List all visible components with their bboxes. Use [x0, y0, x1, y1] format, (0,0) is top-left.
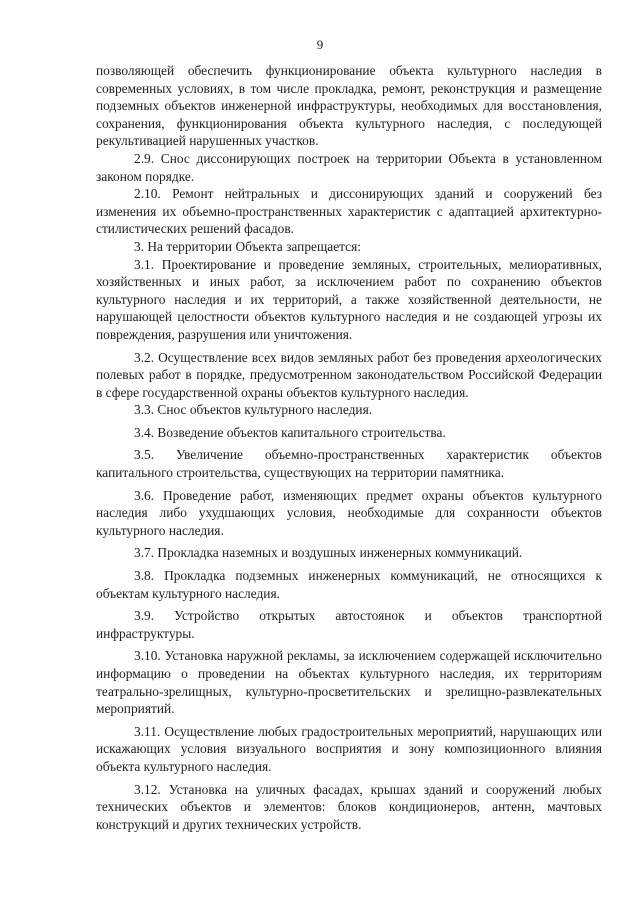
paragraph-3-3: 3.3. Снос объектов культурного наследия. — [134, 402, 373, 418]
paragraph-3-4: 3.4. Возведение объектов капитального строительства. — [134, 424, 446, 440]
paragraph-3-9: 3.9. Устройство открытых автостоянок и объектов транспортной инфраструктуры. — [96, 608, 602, 641]
section-3-heading: 3. На территории Объекта запрещается: — [134, 238, 361, 254]
paragraph-3-6: 3.6. Проведение работ, изменяющих предмет охраны объектов культурного наследия либо ухудшающих условия, необходимые для сохранности объектов культурного наследия. — [96, 487, 602, 538]
document-body — [96, 62, 602, 833]
paragraph-3-1: 3.1. Проектирование и проведение земляных, строительных, мелиоративных, хозяйственных и иных работ, за исключением работ по сохранению объектов культурного наследия и их территорий, а также хозяйственной деятельности, не нарушающей целостности объектов культурного наследия и не создающей угрозы их повреждения, разрушения или уничтожения. — [96, 256, 602, 342]
paragraph-3-7: 3.7. Прокладка наземных и воздушных инженерных коммуникаций. — [134, 545, 523, 561]
paragraph-3-2: 3.2. Осуществление всех видов земляных работ без проведения археологических полевых работ в порядке, предусмотренном законодательством Российской Федерации в сфере государственной охраны объектов культурного наследия. — [96, 349, 602, 400]
paragraph-3-5: 3.5. Увеличение объемно-пространственных характеристик объектов капитального строительства, существующих на территории памятника. — [96, 447, 602, 481]
paragraph-3-11: 3.11. Осуществление любых градостроительных мероприятий, нарушающих или искажающих условия визуального восприятия и зону композиционного влияния объекта культурного наследия. — [96, 723, 602, 774]
paragraph-continuation: позволяющей обеспечить функционирование объекта культурного наследия в современных условиях, в том числе прокладка, ремонт, реконструкция и размещение подземных объектов инженерной инфраструктуры, необходимых для восстановления, сохранения, функционирования объекта культурного наследия, с последующей рекультивацией нарушенных участков. — [96, 63, 602, 149]
paragraph-3-12: 3.12. Установка на уличных фасадах, крышах зданий и сооружений любых технических объектов и элементов: блоков кондиционеров, антенн, мачтовых конструкций и других технических устройств. — [96, 781, 602, 832]
paragraph-2-10: 2.10. Ремонт нейтральных и диссонирующих зданий и сооружений без изменения их объемно-пространственных характеристик с адаптацией архитектурно-стилистических решений фасадов. — [96, 186, 602, 237]
paragraph-3-8: 3.8. Прокладка подземных инженерных коммуникаций, не относящихся к объектам культурного наследия. — [96, 568, 602, 601]
paragraph-3-10: 3.10. Установка наружной рекламы, за исключением содержащей исключительно информацию о проведении на объектах культурного наследия, их территориям театрально-зрелищных, культурно-просветительских и зрелищно-развлекательных мероприятий. — [96, 648, 602, 717]
paragraph-2-9: 2.9. Снос диссонирующих построек на территории Объекта в установленном законом порядке. — [96, 150, 602, 184]
page-number: 9 — [316, 37, 324, 52]
